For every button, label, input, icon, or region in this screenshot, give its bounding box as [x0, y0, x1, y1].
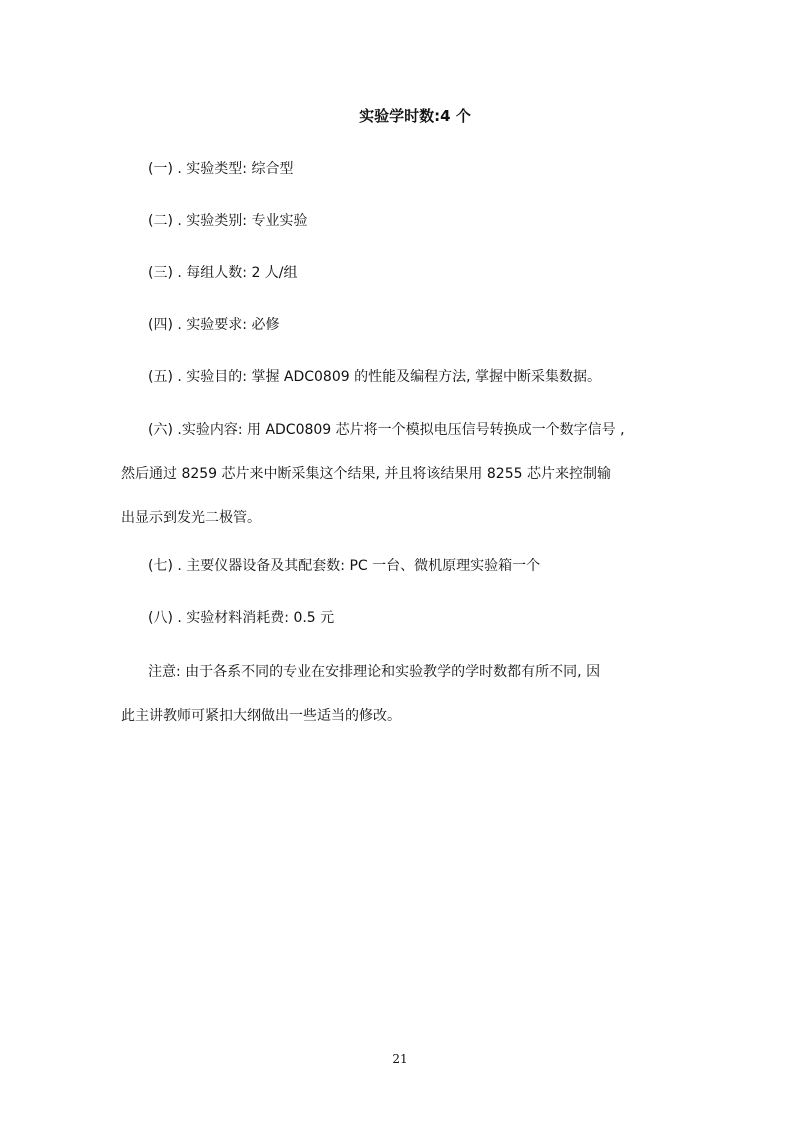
item-experiment-type: (一) . 实验类型: 综合型 — [148, 161, 294, 177]
note-line-1: 注意: 由于各系不同的专业在安排理论和实验教学的学时数都有所不同, 因 — [148, 664, 601, 680]
note-line-2: 此主讲教师可紧扣大纲做出一些适当的修改。 — [121, 708, 401, 724]
item-purpose: (五) . 实验目的: 掌握 ADC0809 的性能及编程方法, 掌握中断采集数据。 — [148, 369, 602, 385]
item-material-cost: (八) . 实验材料消耗费: 0.5 元 — [148, 610, 335, 626]
item-equipment: (七) . 主要仪器设备及其配套数: PC 一台、微机原理实验箱一个 — [148, 558, 541, 574]
item-requirement: (四) . 实验要求: 必修 — [148, 317, 280, 333]
item-group-size: (三) . 每组人数: 2 人/组 — [148, 265, 298, 281]
document-title: 实验学时数:4 个 — [359, 107, 471, 125]
item-experiment-category: (二) . 实验类别: 专业实验 — [148, 213, 308, 229]
content-line-1: (六) .实验内容: 用 ADC0809 芯片将一个模拟电压信号转换成一个数字信号 , — [148, 422, 625, 438]
content-line-3: 出显示到发光二极管。 — [121, 510, 261, 526]
page-number: 21 — [392, 1052, 408, 1066]
content-line-2: 然后通过 8259 芯片来中断采集这个结果, 并且将该结果用 8255 芯片来控制输 — [121, 466, 611, 482]
